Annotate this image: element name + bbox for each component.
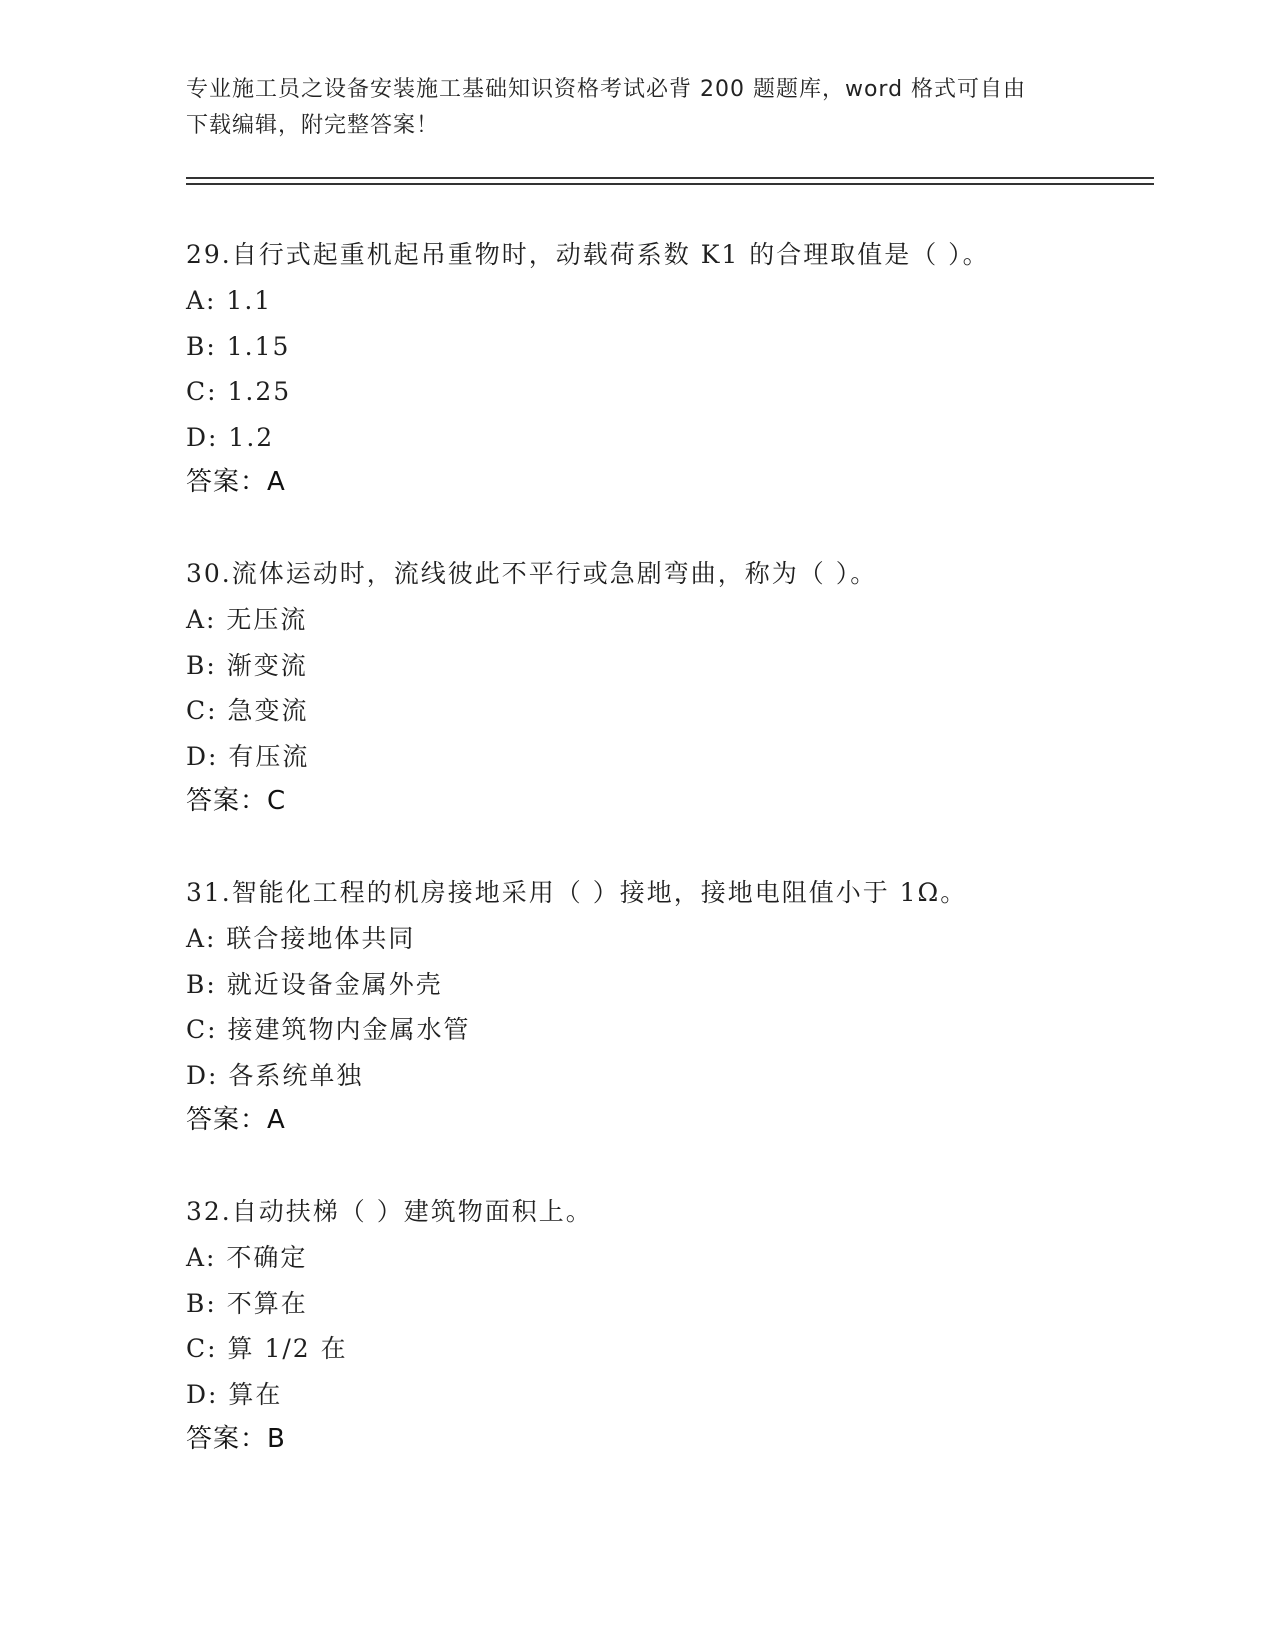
answer-line bbox=[186, 460, 1166, 504]
question-title: 29.自行式起重机起吊重物时，动载荷系数 K1 的合理取值是（ ）。 bbox=[186, 240, 990, 269]
header-line-1: 专业施工员之设备安装施工基础知识资格考试必背 200 题题库，word 格式可自由 bbox=[186, 77, 1027, 102]
answer-value: B bbox=[267, 1424, 286, 1454]
option-b: B: 渐变流 bbox=[186, 650, 308, 680]
question-31 bbox=[186, 870, 1166, 1142]
option-a: A: 1.1 bbox=[186, 286, 273, 315]
answer-label: 答案： bbox=[186, 1105, 268, 1135]
question-title: 30.流体运动时，流线彼此不平行或急剧弯曲，称为（ ）。 bbox=[186, 559, 878, 588]
answer-value: A bbox=[267, 1105, 286, 1135]
option-d: D: 1.2 bbox=[186, 422, 275, 452]
header-rule-top bbox=[186, 177, 1154, 179]
answer-value: A bbox=[267, 467, 286, 497]
option-b: B: 1.15 bbox=[186, 331, 291, 361]
answer-line bbox=[186, 779, 1166, 823]
question-30 bbox=[186, 551, 1166, 823]
option-a: A: 不确定 bbox=[186, 1243, 308, 1272]
option-c: C: 算 1/2 在 bbox=[186, 1334, 348, 1363]
question-title: 32.自动扶梯（ ）建筑物面积上。 bbox=[186, 1197, 593, 1226]
document-header bbox=[186, 72, 1086, 144]
option-b: B: 就近设备金属外壳 bbox=[186, 969, 443, 999]
option-a: A: 无压流 bbox=[186, 605, 308, 634]
answer-label: 答案： bbox=[186, 467, 268, 497]
option-d: D: 有压流 bbox=[186, 741, 310, 771]
answer-value: C bbox=[267, 786, 287, 816]
option-d: D: 算在 bbox=[186, 1379, 283, 1409]
option-c: C: 1.25 bbox=[186, 377, 292, 406]
answer-label: 答案： bbox=[186, 786, 268, 816]
answer-line bbox=[186, 1098, 1166, 1142]
option-b: B: 不算在 bbox=[186, 1288, 308, 1318]
question-title: 31.智能化工程的机房接地采用（ ）接地，接地电阻值小于 1Ω。 bbox=[186, 878, 968, 907]
option-c: C: 急变流 bbox=[186, 696, 309, 725]
question-32 bbox=[186, 1189, 1166, 1461]
question-29 bbox=[186, 232, 1166, 504]
header-rule-bottom bbox=[186, 183, 1154, 185]
option-d: D: 各系统单独 bbox=[186, 1060, 364, 1090]
answer-label: 答案： bbox=[186, 1424, 268, 1454]
option-c: C: 接建筑物内金属水管 bbox=[186, 1015, 471, 1044]
option-a: A: 联合接地体共同 bbox=[186, 924, 416, 953]
answer-line bbox=[186, 1417, 1166, 1461]
header-line-2: 下载编辑，附完整答案！ bbox=[186, 113, 440, 138]
